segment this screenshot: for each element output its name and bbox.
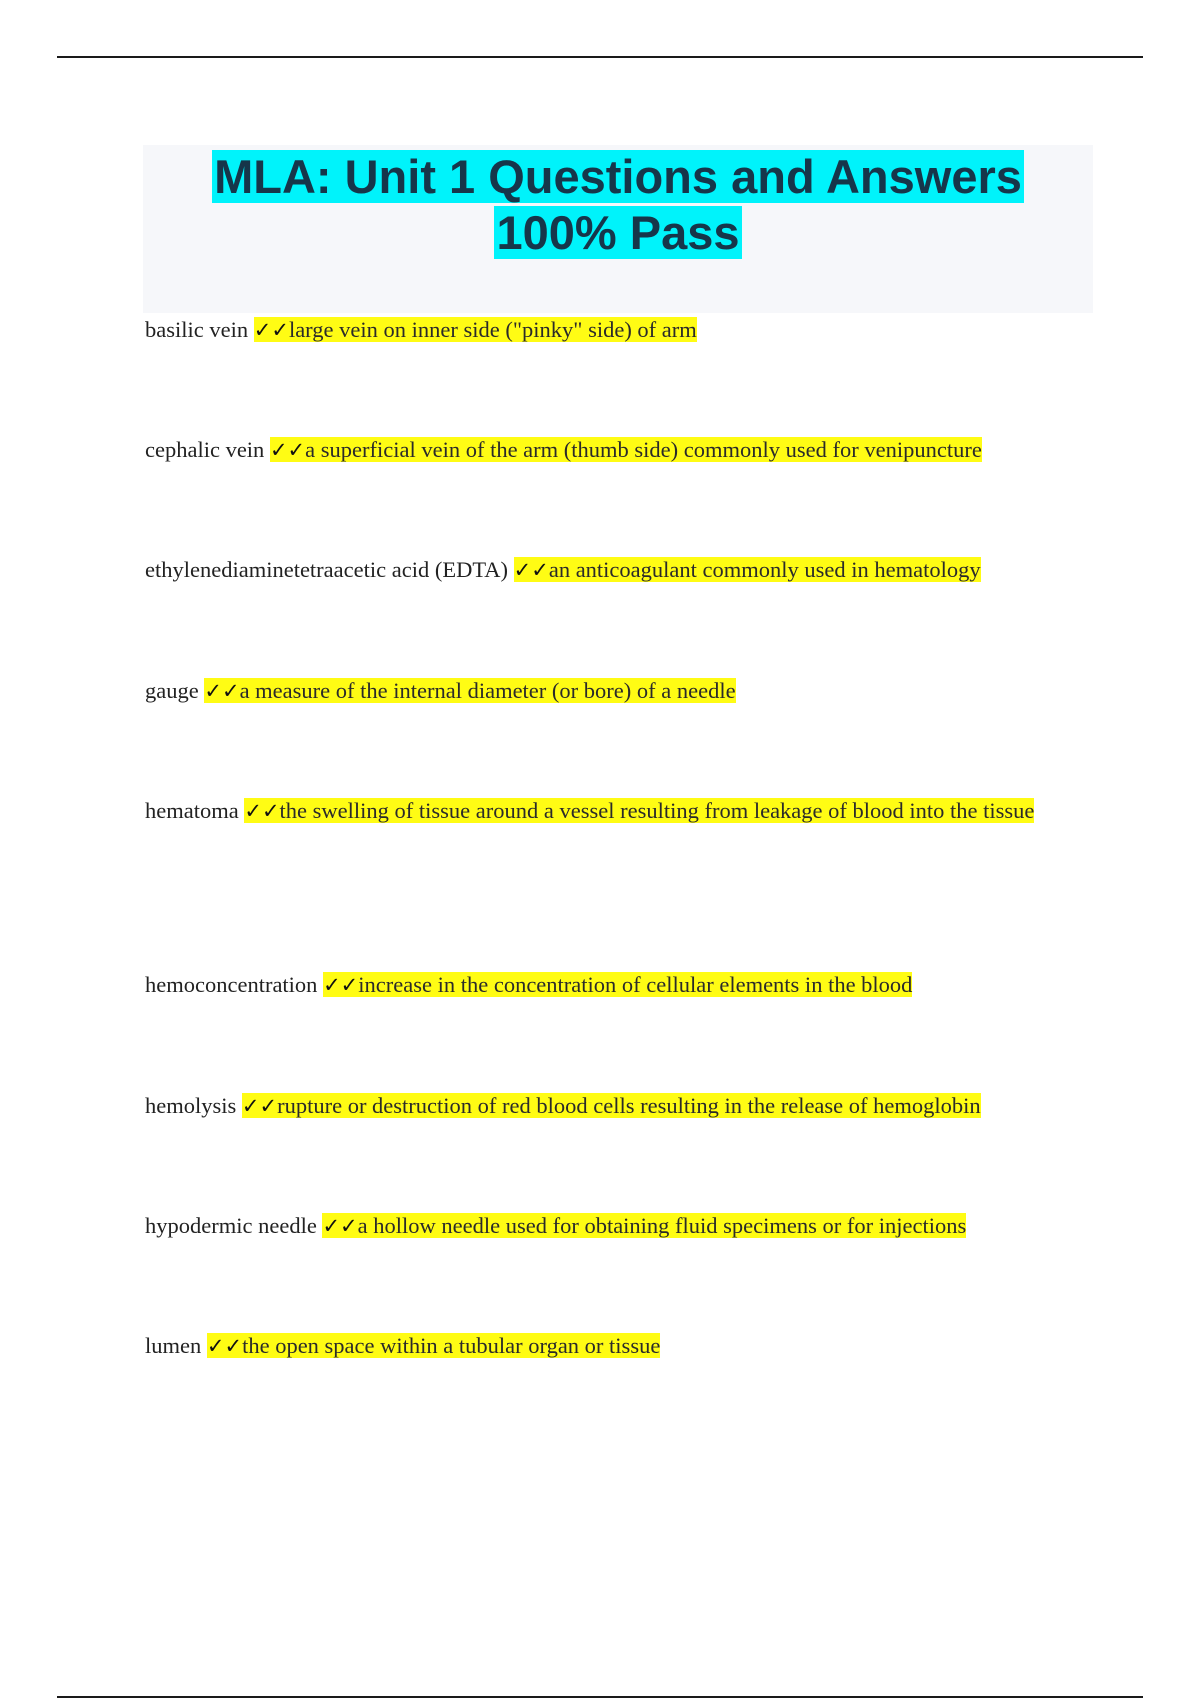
answer: rupture or destruction of red blood cells resulting in the release of hemoglobin — [277, 1093, 981, 1118]
answer-highlight — [322, 1213, 966, 1238]
answer-highlight — [254, 317, 697, 342]
answer: large vein on inner side ("pinky" side) of arm — [288, 317, 697, 342]
answer-highlight — [204, 678, 735, 703]
page-title — [143, 145, 1093, 261]
qa-entry — [145, 1196, 1065, 1256]
qa-entry — [145, 955, 1065, 1015]
answer-highlight — [242, 1093, 981, 1118]
answer: a measure of the internal diameter (or bore) of a needle — [239, 678, 736, 703]
answer-highlight — [270, 437, 982, 462]
double-check-icon: ✓✓ — [206, 1334, 243, 1358]
term: hemolysis — [145, 1093, 237, 1118]
answer: the open space within a tubular organ or tissue — [242, 1333, 661, 1358]
answer-highlight — [323, 972, 912, 997]
title-block — [143, 145, 1093, 313]
qa-entry — [145, 1316, 1065, 1376]
term: cephalic vein — [145, 437, 265, 462]
qa-entry — [145, 661, 1065, 721]
qa-entry — [145, 540, 1065, 600]
qa-entry — [145, 1076, 1065, 1136]
double-check-icon: ✓✓ — [323, 973, 359, 997]
answer: increase in the concentration of cellular elements in the blood — [358, 972, 913, 997]
double-check-icon: ✓✓ — [241, 1094, 278, 1118]
term: hematoma — [145, 798, 239, 823]
double-check-icon: ✓✓ — [253, 318, 289, 342]
bottom-rule — [57, 1696, 1143, 1698]
answer: a superficial vein of the arm (thumb side) commonly used for venipuncture — [305, 437, 982, 462]
term: hemoconcentration — [145, 972, 318, 997]
title-line-1: MLA: Unit 1 Questions and Answers — [214, 150, 1022, 203]
double-check-icon: ✓✓ — [269, 438, 306, 462]
term: ethylenediaminetetraacetic acid (EDTA) — [145, 557, 508, 582]
term: lumen — [145, 1333, 202, 1358]
answer-highlight — [207, 1333, 660, 1358]
answer-highlight — [514, 557, 981, 582]
answer-highlight — [244, 798, 1034, 823]
qa-entry — [145, 300, 1065, 360]
double-check-icon: ✓✓ — [244, 799, 280, 823]
answer: the swelling of tissue around a vessel resulting from leakage of blood into the tissue — [279, 798, 1035, 823]
double-check-icon: ✓✓ — [322, 1214, 358, 1238]
term: gauge — [145, 678, 199, 703]
qa-entry — [145, 781, 1065, 841]
title-line-2: 100% Pass — [496, 206, 740, 259]
answer: a hollow needle used for obtaining fluid specimens or for injections — [357, 1213, 967, 1238]
double-check-icon: ✓✓ — [204, 679, 240, 703]
term: hypodermic needle — [145, 1213, 317, 1238]
answer: an anticoagulant commonly used in hematology — [548, 557, 981, 582]
qa-entry — [145, 420, 1065, 480]
double-check-icon: ✓✓ — [513, 558, 549, 582]
top-rule — [57, 56, 1143, 58]
term: basilic vein — [145, 317, 249, 342]
